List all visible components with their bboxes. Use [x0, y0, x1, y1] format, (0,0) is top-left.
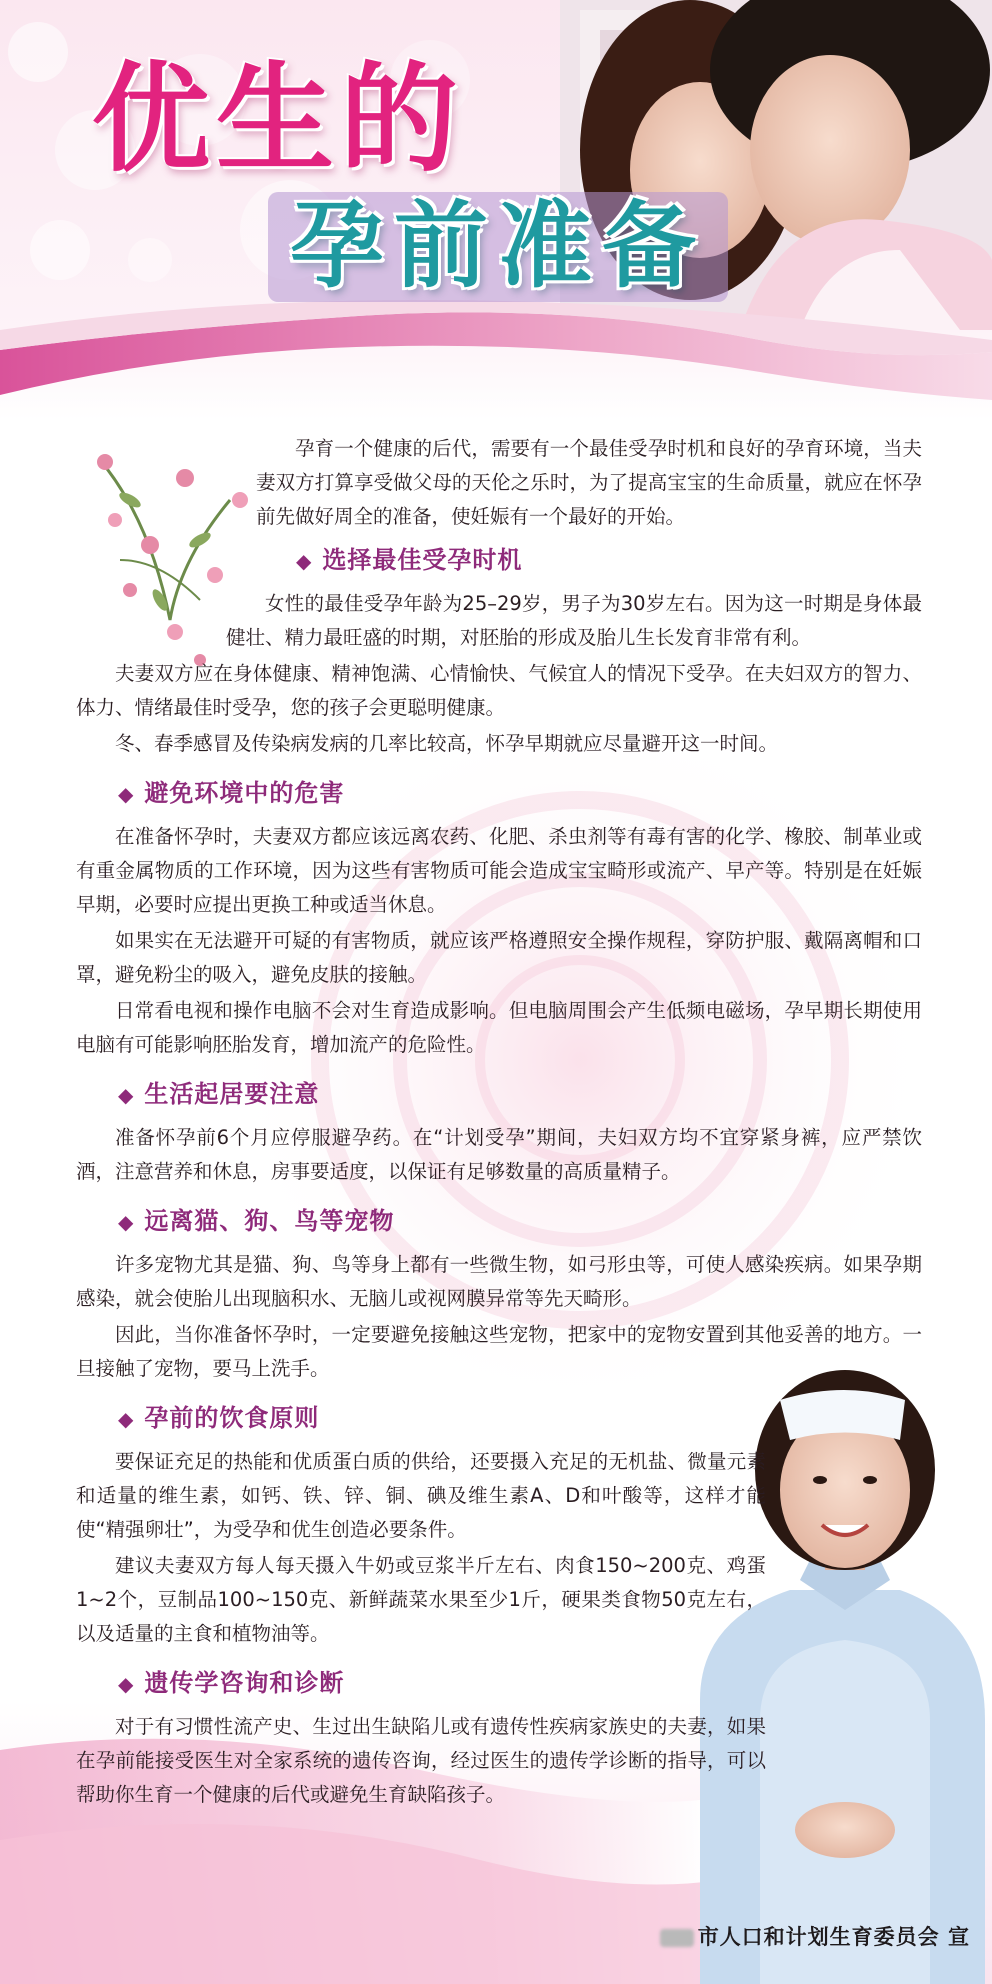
section-paragraph: 如果实在无法避开可疑的有害物质，就应该严格遵照安全操作规程，穿防护服、戴隔离帽和口罩，避免粉尘的吸入，避免皮肤的接触。 [76, 929, 922, 986]
section-paragraph: 许多宠物尤其是猫、狗、鸟等身上都有一些微生物，如弓形虫等，可使人感染疾病。如果孕期感染，就会使胎儿出现脑积水、无脑儿或视网膜异常等先天畸形。 [76, 1253, 922, 1310]
section-heading-diet [118, 1400, 922, 1437]
diamond-bullet-icon: ◆ [118, 1083, 135, 1107]
section-paragraph: 要保证充足的热能和优质蛋白质的供给，还要摄入充足的无机盐、微量元素和适量的维生素，如钙、铁、锌、铜、碘及维生素A、D和叶酸等，这样才能使“精强卵壮”，为受孕和优生创造必要条件。 [76, 1450, 766, 1541]
title-line2: 孕前准备 [268, 192, 728, 302]
section-paragraph: 建议夫妻双方每人每天摄入牛奶或豆浆半斤左右、肉食150~200克、鸡蛋1~2个，豆制品100~150克、新鲜蔬菜水果至少1斤，硬果类食物50克左右，以及适量的主食和植物油等。 [76, 1554, 766, 1645]
section-heading-text: 避免环境中的危害 [144, 779, 345, 807]
title-line1: 优生的 [92, 50, 465, 188]
intro-paragraph: 孕育一个健康的后代，需要有一个最佳受孕时机和良好的孕育环境，当夫妻双方打算享受做父母的天伦之乐时，为了提高宝宝的生命质量，就应在怀孕前先做好周全的准备，使妊娠有一个最好的开始。 [256, 437, 922, 528]
diamond-bullet-icon: ◆ [296, 549, 313, 573]
section-paragraph: 女性的最佳受孕年龄为25–29岁，男子为30岁左右。因为这一时期是身体最健壮、精力最旺盛的时期，对胚胎的形成及胎儿生长发育非常有利。 [226, 592, 922, 649]
section-heading-text: 孕前的饮食原则 [144, 1404, 320, 1432]
section-paragraph: 因此，当你准备怀孕时，一定要避免接触这些宠物，把家中的宠物安置到其他妥善的地方。一旦接触了宠物，要马上洗手。 [76, 1323, 922, 1380]
diamond-bullet-icon: ◆ [118, 1210, 135, 1234]
diamond-bullet-icon: ◆ [118, 1407, 135, 1431]
section-heading-genetics [118, 1665, 922, 1702]
redacted-city-name [660, 1929, 694, 1947]
section-heading-text: 生活起居要注意 [144, 1080, 320, 1108]
article-body [76, 432, 922, 1814]
section-heading-text: 远离猫、狗、鸟等宠物 [144, 1207, 395, 1235]
section-heading-text: 选择最佳受孕时机 [322, 546, 523, 574]
section-paragraph: 在准备怀孕时，夫妻双方都应该远离农药、化肥、杀虫剂等有毒有害的化学、橡胶、制革业或有重金属物质的工作环境，因为这些有害物质可能会造成宝宝畸形或流产、早产等。特别是在妊娠早期，必要时应提出更换工种或适当休息。 [76, 825, 922, 916]
section-heading-best-timing [296, 542, 922, 579]
section-paragraph: 日常看电视和操作电脑不会对生育造成影响。但电脑周围会产生低频电磁场，孕早期长期使用电脑有可能影响胚胎发育，增加流产的危险性。 [76, 999, 922, 1056]
section-paragraph: 夫妻双方应在身体健康、精神饱满、心情愉快、气候宜人的情况下受孕。在夫妇双方的智力、体力、情绪最佳时受孕，您的孩子会更聪明健康。 [76, 662, 922, 719]
section-heading-text: 遗传学咨询和诊断 [144, 1669, 345, 1697]
issuer-footer [660, 1921, 970, 1951]
section-paragraph: 准备怀孕前6个月应停服避孕药。在“计划受孕”期间，夫妇双方均不宜穿紧身裤，应严禁饮酒，注意营养和休息，房事要适度，以保证有足够数量的高质量精子。 [76, 1126, 922, 1183]
section-paragraph: 冬、春季感冒及传染病发病的几率比较高，怀孕早期就应尽量避开这一时间。 [115, 732, 779, 755]
section-heading-environment [118, 775, 922, 812]
issuer-text: 市人口和计划生育委员会 宣 [697, 1925, 970, 1949]
section-heading-pets [118, 1203, 922, 1240]
section-heading-daily-life [118, 1076, 922, 1113]
diamond-bullet-icon: ◆ [118, 1672, 135, 1696]
diamond-bullet-icon: ◆ [118, 782, 135, 806]
section-paragraph: 对于有习惯性流产史、生过出生缺陷儿或有遗传性疾病家族史的夫妻，如果在孕前能接受医生对全家系统的遗传咨询，经过医生的遗传学诊断的指导，可以帮助你生育一个健康的后代或避免生育缺陷孩子。 [76, 1715, 766, 1806]
